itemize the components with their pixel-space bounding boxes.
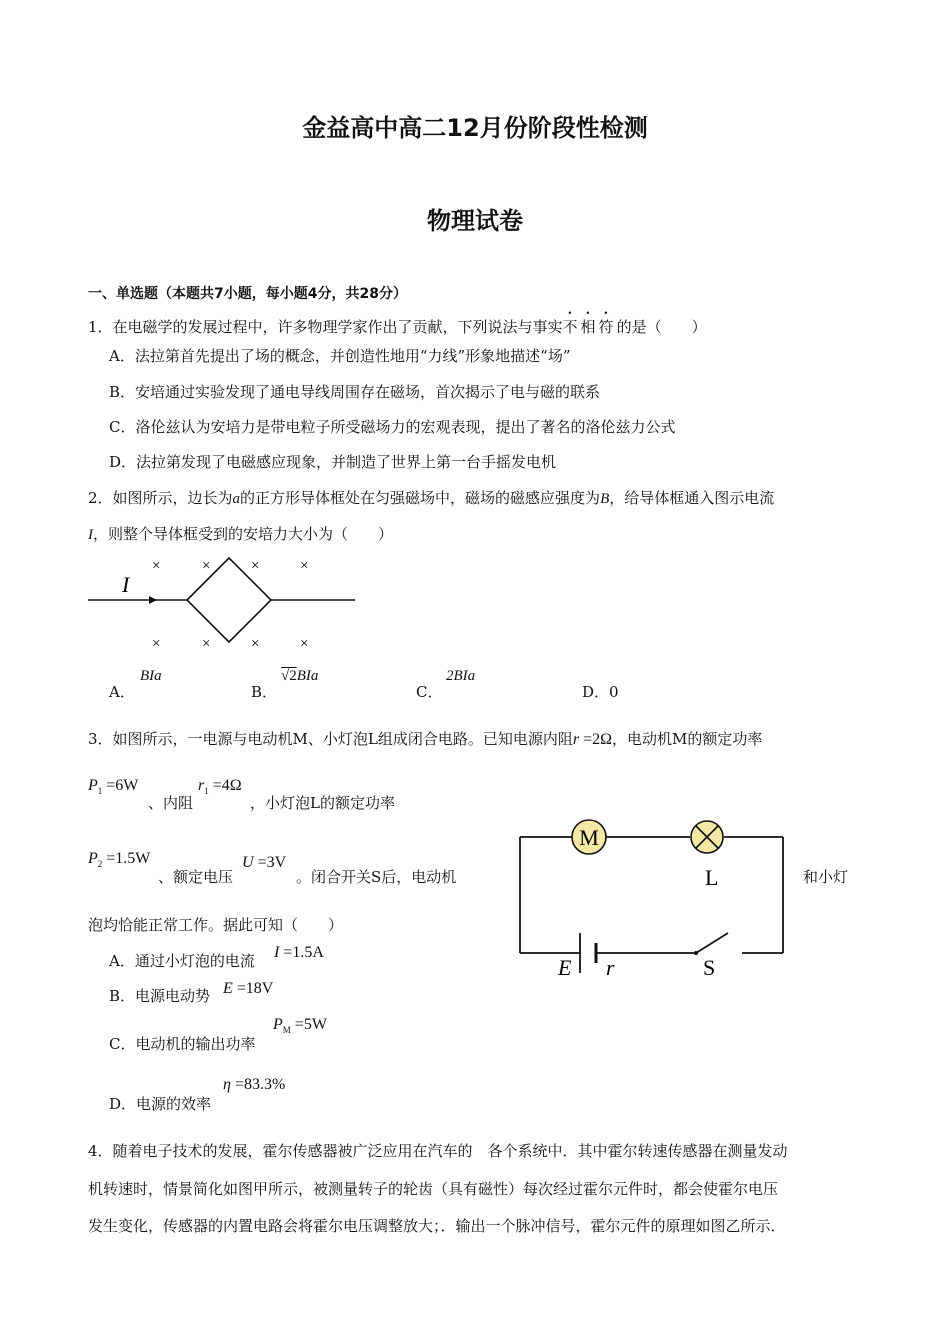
q3-r1-symbol: r (198, 777, 205, 794)
field-mark: × (300, 636, 309, 652)
q2-stem-part-b: 的正方形导体框处在匀强磁场中，磁场的磁感应强度为 (240, 489, 601, 507)
q3-option-b-text: B．电源电动势 (109, 987, 211, 1005)
q3-option-d-math (223, 1076, 285, 1094)
q2-option-d-prefix: D． (582, 683, 610, 701)
q3-mid4: 。闭合开关S后，电动机 (296, 868, 457, 886)
q2-stem-part-c: ，给导体框通入图示电流 (609, 489, 775, 507)
q3-r1-sub: 1 (204, 786, 209, 796)
question-2-stem-line2 (88, 523, 393, 544)
q1-stem-part-b: 不相符 (562, 318, 617, 336)
q1-option-a: A．法拉第首先提出了场的概念，并创造性地用“力线”形象地描述“场” (109, 347, 571, 365)
q3-p2-value: =1.5W (102, 850, 151, 867)
page-title: 金益高中高二12月份阶段性检测 (302, 114, 648, 142)
q2-option-b-label: B． (251, 683, 278, 701)
question-3-line1 (88, 728, 762, 749)
q3-p2-symbol: P (88, 850, 98, 867)
q3-line1-end: ，电动机M的额定功率 (612, 730, 763, 748)
q2-option-c-label: C． (416, 683, 443, 701)
q3-option-d-symbol: η (223, 1076, 231, 1093)
q2-var-i: I (88, 527, 93, 543)
q1-option-c: C．洛伦兹认为安培力是带电粒子所受磁场力的宏观表现，提出了著名的洛伦兹力公式 (109, 418, 676, 436)
q3-option-c-math (273, 1016, 327, 1034)
question-1-stem (88, 309, 707, 337)
q2-option-a-label: A． (109, 683, 135, 701)
q3-r1 (198, 777, 242, 795)
question-4-line3: 发生变化，传感器的内置电路会将霍尔电压调整放大；．输出一个脉冲信号，霍尔元件的原理如图乙所示． (88, 1217, 786, 1235)
q2-var-a: a (232, 491, 241, 507)
q3-option-a-value: =1.5A (279, 944, 324, 961)
q3-option-d-value: =83.3% (230, 1076, 286, 1093)
q3-p1-sub: 1 (97, 786, 103, 796)
q1-stem-part-c: 的是（ ） (616, 318, 707, 336)
current-label: I (122, 572, 130, 597)
q3-mid2: ，小灯泡L的额定功率 (250, 794, 395, 812)
q3-p1-value: =6W (102, 777, 139, 794)
q3-mid1: 、内阻 (148, 794, 194, 812)
q3-r1-value: =4Ω (208, 777, 242, 794)
q1-option-b: B．安培通过实验发现了通电导线周围存在磁场，首次揭示了电与磁的联系 (109, 383, 601, 401)
q2-option-b-term: BIa (296, 668, 319, 684)
q2-option-c-value: 2BIa (446, 668, 476, 684)
question-4-line2: 机转速时，情景简化如图甲所示，被测量转子的轮齿（具有磁性）每次经过霍尔元件时，都会使霍尔电压 (88, 1180, 779, 1198)
q2-stem-line2-text: ，则整个导体框受到的安培力大小为（ ） (93, 525, 394, 543)
sqrt-symbol: √2 (281, 668, 297, 684)
q3-mid5: 和小灯 (803, 868, 849, 886)
q3-option-a-symbol: I (274, 944, 280, 961)
field-mark: × (152, 558, 161, 574)
q3-option-d-text: D．电源的效率 (109, 1095, 212, 1113)
section-heading: 一、单选题（本题共7小题，每小题4分，共28分） (88, 286, 407, 302)
q3-line1-text: 3．如图所示，一电源与电动机M、小灯泡L组成闭合电路。已知电源内阻 (88, 730, 573, 748)
q2-option-b-value (281, 668, 318, 685)
switch-blade (696, 933, 728, 953)
q3-option-b-value: =18V (232, 980, 274, 997)
q3-r-symbol: r (572, 731, 580, 748)
q2-option-d-label (582, 681, 619, 702)
q3-u-value: =3V (253, 854, 287, 871)
lamp-label: L (705, 865, 719, 890)
q3-u (242, 854, 286, 872)
q3-option-c-sub: M (282, 1025, 291, 1035)
q2-option-d-value: 0 (609, 683, 619, 701)
q1-emphasis (563, 318, 617, 336)
q3-option-b-math (223, 980, 273, 998)
q2-var-b: B (600, 491, 610, 507)
q3-r-value: =2Ω (579, 731, 613, 748)
q3-circuit-diagram (510, 815, 795, 985)
q3-line4: 泡均恰能正常工作。据此可知（ ） (88, 916, 344, 934)
question-2-stem (88, 487, 774, 508)
field-mark: × (251, 636, 260, 652)
q1-option-d: D．法拉第发现了电磁感应现象，并制造了世界上第一台手摇发电机 (109, 453, 557, 471)
field-mark: × (152, 636, 161, 652)
page-subtitle: 物理试卷 (427, 207, 523, 235)
field-mark: × (202, 636, 211, 652)
field-mark: × (251, 558, 260, 574)
q3-option-a-math (274, 944, 324, 962)
q3-option-c-symbol: P (273, 1016, 283, 1033)
q3-option-c-text: C．电动机的输出功率 (109, 1035, 256, 1053)
q3-p2 (88, 850, 150, 868)
q3-p1-symbol: P (88, 777, 98, 794)
motor-label: M (579, 825, 599, 850)
q3-p1 (88, 777, 138, 795)
switch-label: S (703, 955, 716, 980)
field-mark: × (202, 558, 211, 574)
internal-resistance-label: r (606, 955, 615, 980)
q3-p2-sub: 2 (97, 859, 103, 869)
current-arrow (149, 596, 157, 604)
q1-stem-part-a: 1．在电磁学的发展过程中，许多物理学家作出了贡献，下列说法与事实 (88, 318, 563, 336)
q2-option-a-value: BIa (140, 668, 162, 684)
q2-square-frame-figure (85, 550, 360, 655)
emf-label: E (558, 955, 572, 980)
q3-option-c-value: =5W (290, 1016, 327, 1033)
q3-mid3: 、额定电压 (158, 868, 234, 886)
q3-option-a-text: A．通过小灯泡的电流 (109, 952, 255, 970)
question-4-line1: 4．随着电子技术的发展，霍尔传感器被广泛应用在汽车的 各个系统中．其中霍尔转速传感器在测量发动 (88, 1142, 788, 1160)
q3-option-b-symbol: E (223, 980, 233, 997)
q2-stem-part-a: 2．如图所示，边长为 (88, 489, 233, 507)
q3-u-symbol: U (242, 854, 254, 871)
field-mark: × (300, 558, 309, 574)
